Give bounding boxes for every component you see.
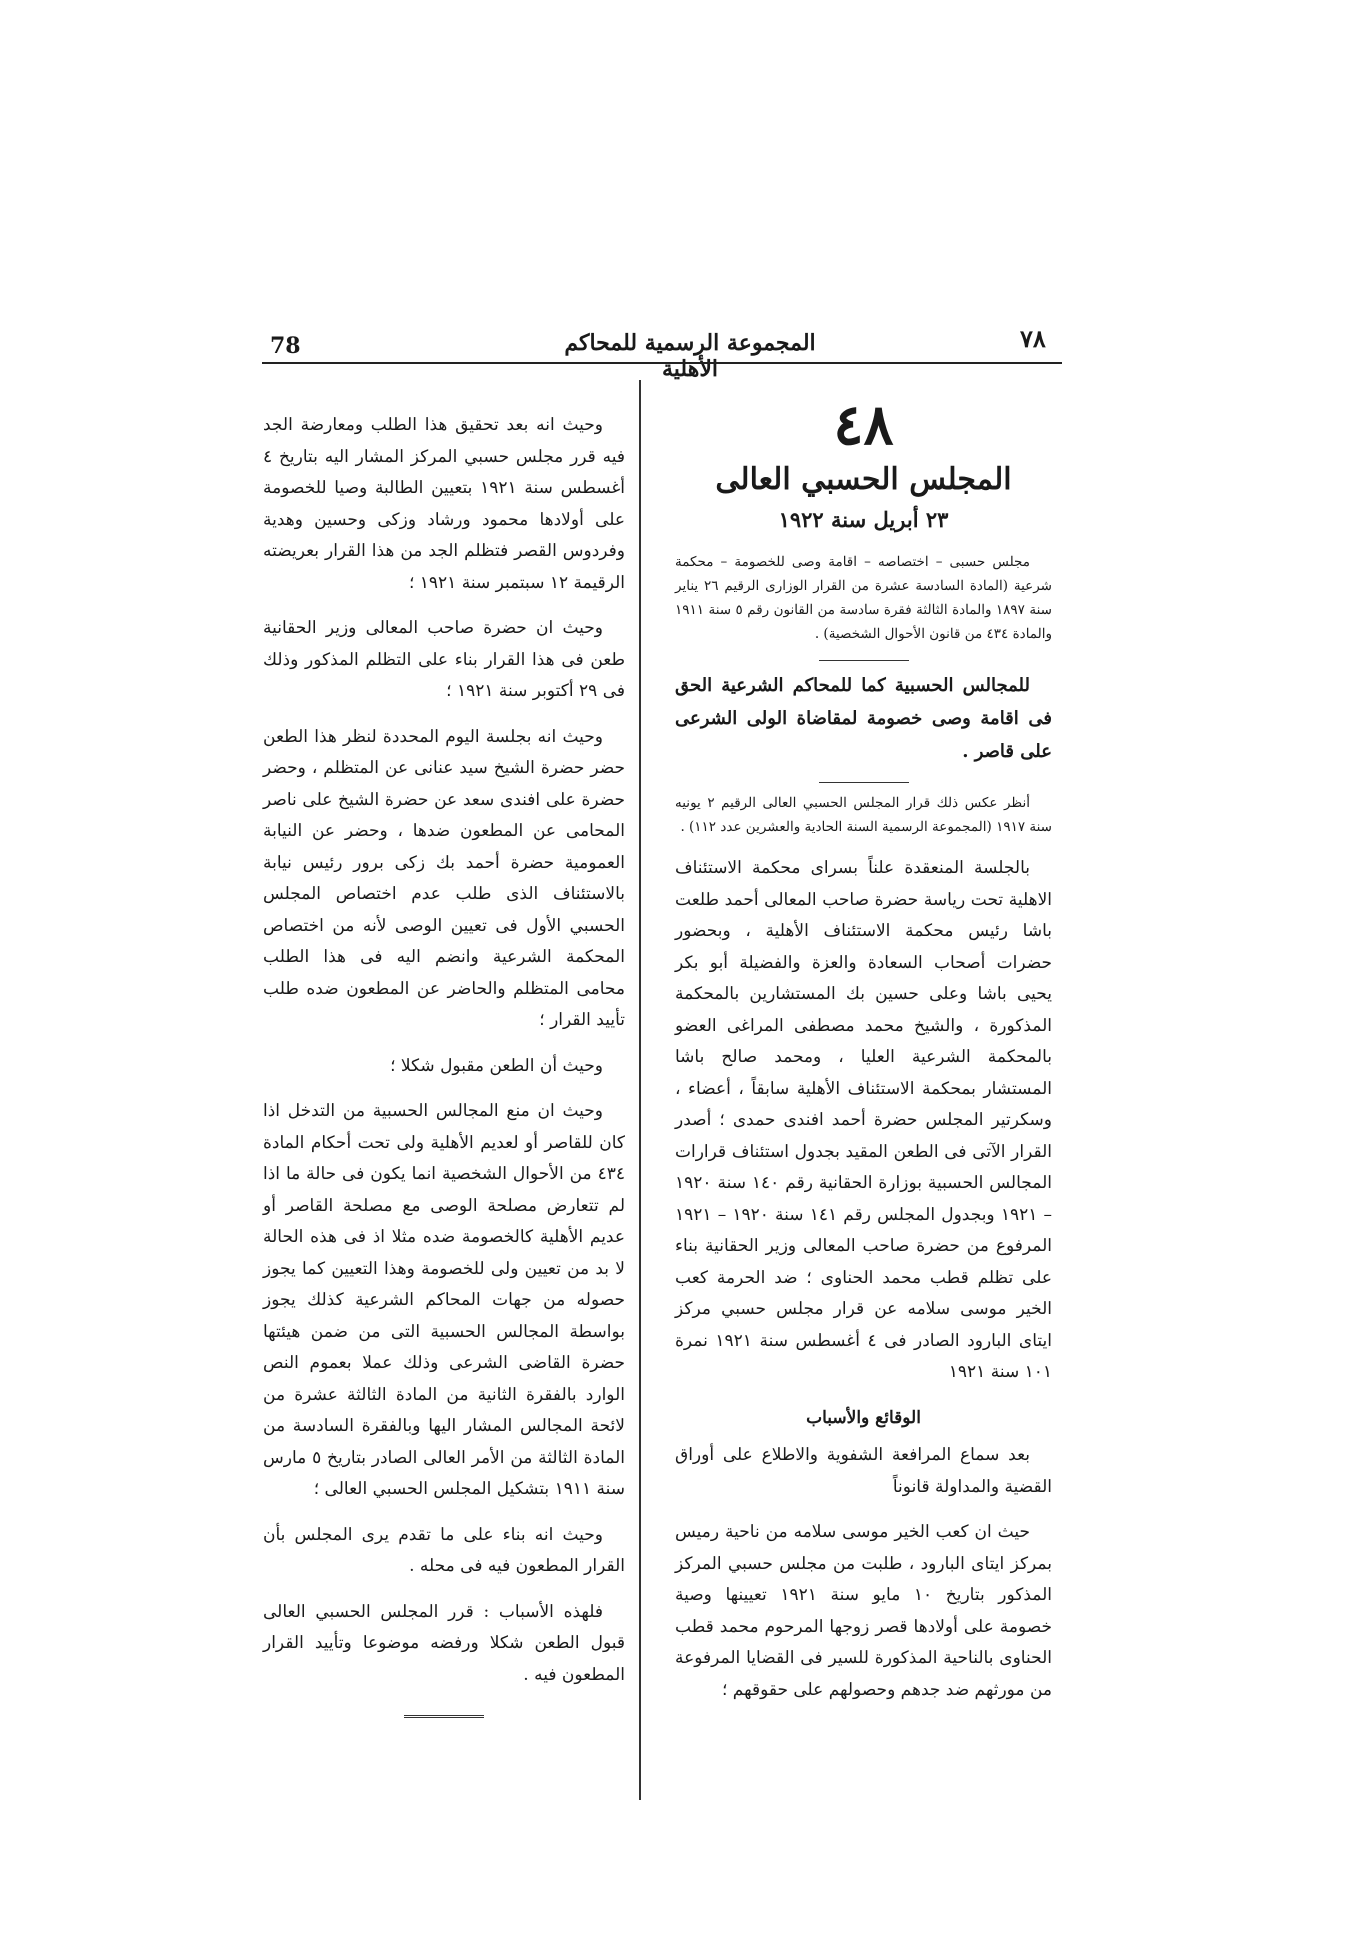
facts-heading: الوقائع والأسباب (806, 1407, 921, 1428)
legal-principle: للمجالس الحسبية كما للمحاكم الشرعية الحق فى اقامة وصى خصومة لمقاضاة الولى الشرعى على قاصر . (675, 675, 1052, 762)
section-rule (819, 782, 909, 783)
running-title: المجموعة الرسمية للمحاكم الأهلية (564, 330, 816, 382)
decision-date: ٢٣ أبريل سنة ١٩٢٢ (778, 507, 949, 532)
court-name: المجلس الحسبي العالى (715, 462, 1012, 497)
column-divider (639, 380, 641, 1800)
page-number-arabic: ٧٨ (1020, 324, 1046, 353)
body-paragraph: وحيث انه بناء على ما تقدم يرى المجلس بأن القرار المطعون فيه فى محله . (263, 1524, 625, 1576)
facts-paragraph: بعد سماع المرافعة الشفوية والاطلاع على أوراق القضية والمداولة قانوناً (675, 1445, 1052, 1497)
reference-note: أنظر عكس ذلك قرار المجلس الحسبي العالى الرقيم ٢ يونيه سنة ١٩١٧ (المجموعة الرسمية السنة الحادية والعشرين عدد ١١٢) . (675, 795, 1052, 835)
case-number: ٤٨ (833, 392, 894, 458)
case-keywords: مجلس حسبى – اختصاصه – اقامة وصى للخصومة – محكمة شرعية (المادة السادسة عشرة من القرار الوزارى الرقيم ٢٦ يناير سنة ١٨٩٧ والمادة الثالثة فقرة سادسة من القانون رقم ٥ سنة ١٩١١ والمادة ٤٣٤ من قانون الأحوال الشخصية) . (675, 554, 1052, 642)
header-rule (262, 362, 1062, 364)
page-number-latin: 78 (270, 333, 301, 359)
facts-paragraph: حيث ان كعب الخير موسى سلامه من ناحية رميس بمركز ايتاى البارود ، طلبت من مجلس حسبي المركز المذكور بتاريخ ١٠ مايو سنة ١٩٢١ تعيينها وصية خصومة على أولادها قصر زوجها المرحوم محمد قطب الحناوى بالناحية المذكورة للسير فى القضايا المرفوعة من مورثهم ضد جدهم وحصولهم على حقوقهم ؛ (675, 1522, 1053, 1700)
ruling-paragraph: فلهذه الأسباب : قرر المجلس الحسبي العالى قبول الطعن شكلا ورفضه موضوعا وتأييد القرار المطعون فيه . (263, 1601, 625, 1685)
left-column (263, 410, 625, 1718)
body-paragraph: وحيث ان منع المجالس الحسبية من التدخل اذا كان للقاصر أو لعديم الأهلية ولى تحت أحكام المادة ٤٣٤ من الأحوال الشخصية انما يكون فى حالة ما اذا لم تتعارض مصلحة الوصى مع مصلحة القاصر أو عديم الأهلية كالخصومة ضده مثلا اذ فى هذه الحالة لا بد من تعيين ولى للخصومة وهذا التعيين كما يجوز حصوله من جهات المحاكم الشرعية كذلك يجوز بواسطة المجالس الحسبية التى من ضمن هيئتها حضرة القاضى الشرعى وذلك عملا بعموم النص الوارد بالفقرة الثانية من المادة الثالثة عشرة من لائحة المجالس المشار اليها وبالفقرة السادسة من المادة الثالثة من الأمر العالى الصادر بتاريخ ٥ مارس سنة ١٩١١ بتشكيل المجلس الحسبي العالى ؛ (263, 1101, 626, 1499)
right-column (675, 392, 1052, 1720)
body-paragraph: وحيث انه بعد تحقيق هذا الطلب ومعارضة الجد فيه قرر مجلس حسبي المركز المشار اليه بتاريخ ٤ أغسطس سنة ١٩٢١ بتعيين الطالبة وصيا للخصومة على أولادها محمود ورشاد وزكى وحسين وهدية وفردوس القصر فتظلم الجد من هذا القرار بعريضته الرقيمة ١٢ سبتمبر سنة ١٩٢١ ؛ (263, 415, 626, 593)
body-paragraph: وحيث انه بجلسة اليوم المحددة لنظر هذا الطعن حضر حضرة الشيخ سيد عنانى عن المتظلم ، وحضر حضرة على افندى سعد عن حضرة الشيخ على ناصر المحامى عن المطعون ضدها ، وحضر عن النيابة العمومية حضرة أحمد بك زكى برور رئيس نيابة بالاستئناف الذى طلب عدم اختصاص المجلس الحسبي الأول فى تعيين الوصى لأنه من اختصاص المحكمة الشرعية وانضم اليه فى هذا الطلب محامى المتظلم والحاضر عن المطعون ضده طلب تأييد القرار ؛ (263, 726, 625, 1030)
body-paragraph: وحيث ان حضرة صاحب المعالى وزير الحقانية طعن فى هذا القرار بناء على التظلم المذكور وذلك فى ٢٩ أكتوبر سنة ١٩٢١ ؛ (263, 618, 625, 701)
session-paragraph: بالجلسة المنعقدة علناً بسراى محكمة الاستئناف الاهلية تحت رياسة حضرة صاحب المعالى أحمد طلعت باشا رئيس محكمة الاستئناف الأهلية ، وبحضور حضرات أصحاب السعادة والعزة والفضيلة أبو بكر يحيى باشا وعلى حسين بك المستشارين بالمحكمة المذكورة ، والشيخ محمد مصطفى المراغى العضو بالمحكمة الشرعية العليا ، ومحمد صالح باشا المستشار بمحكمة الاستئناف الأهلية سابقاً ، أعضاء ، وسكرتير المجلس حضرة أحمد افندى حمدى ؛ أصدر القرار الآتى فى الطعن المقيد بجدول استئناف قرارات المجالس الحسبية بوزارة الحقانية رقم ١٤٠ سنة ١٩٢٠ – ١٩٢١ وبجدول المجلس رقم ١٤١ سنة ١٩٢٠ – ١٩٢١ المرفوع من حضرة صاحب المعالى وزير الحقانية بناء على تظلم قطب محمد الحناوى ؛ ضد الحرمة كعب الخير موسى سلامه عن قرار مجلس حسبي مركز ايتاى البارود الصادر فى ٤ أغسطس سنة ١٩٢١ نمرة ١٠١ سنة ١٩٢١ (675, 858, 1053, 1382)
body-paragraph: وحيث أن الطعن مقبول شكلا ؛ (390, 1055, 603, 1076)
end-mark (404, 1715, 484, 1718)
section-rule (819, 660, 909, 661)
